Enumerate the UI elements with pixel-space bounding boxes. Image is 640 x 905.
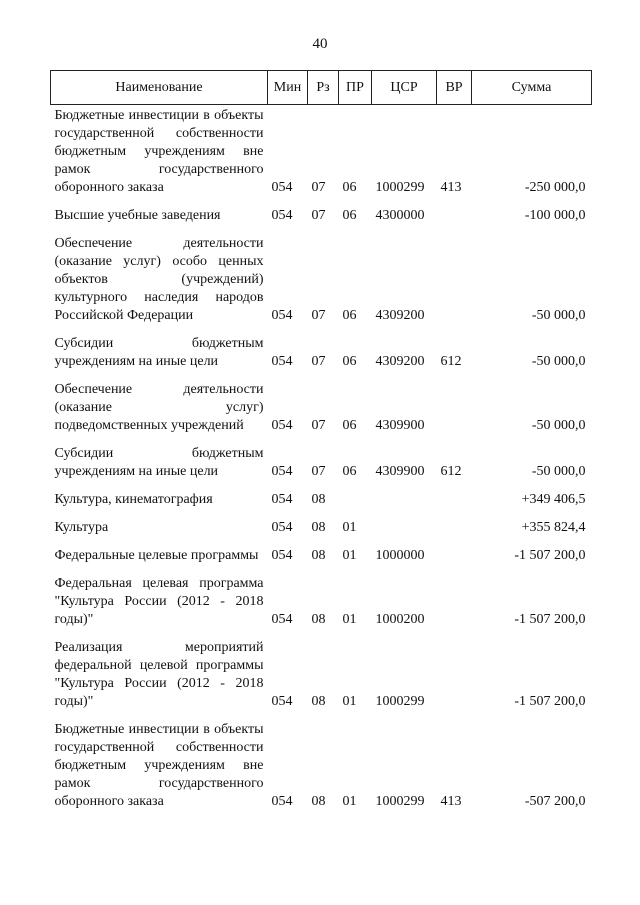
cell-rz: 08 xyxy=(311,794,326,809)
cell-name: Высшие учебные заведения xyxy=(54,208,221,223)
cell-pr: 01 xyxy=(342,694,357,709)
table-header xyxy=(51,71,592,105)
cell-pr: 06 xyxy=(342,418,357,433)
cell-name: Бюджетные инвестиции в объекты государственной собственности бюджетным учреждениям вне рамок государственного оборонного заказа xyxy=(54,108,264,195)
table-row xyxy=(51,633,592,715)
cell-min: 054 xyxy=(271,520,293,535)
cell-sum: +349 406,5 xyxy=(521,492,586,507)
header-row xyxy=(51,71,592,105)
table-row xyxy=(51,715,592,815)
cell-min: 054 xyxy=(271,794,293,809)
cell-vr: 612 xyxy=(440,354,462,369)
header-vr: ВР xyxy=(437,71,472,105)
page-number: 40 xyxy=(312,36,328,52)
cell-sum: +355 824,4 xyxy=(521,520,586,535)
cell-rz: 07 xyxy=(311,208,326,223)
cell-pr: 06 xyxy=(342,464,357,479)
cell-sum: -1 507 200,0 xyxy=(514,548,586,563)
table-row xyxy=(51,229,592,329)
cell-min: 054 xyxy=(271,308,293,323)
cell-rz: 08 xyxy=(311,492,326,507)
cell-csr: 1000299 xyxy=(375,180,425,195)
cell-sum: -50 000,0 xyxy=(531,354,586,369)
cell-vr xyxy=(437,633,472,715)
cell-pr: 06 xyxy=(342,308,357,323)
cell-rz: 08 xyxy=(311,520,326,535)
header-pr: ПР xyxy=(339,71,372,105)
cell-rz: 07 xyxy=(311,308,326,323)
table-row xyxy=(51,541,592,569)
cell-min: 054 xyxy=(271,464,293,479)
cell-csr: 4309900 xyxy=(375,464,425,479)
cell-min: 054 xyxy=(271,492,293,507)
header-sum: Сумма xyxy=(472,71,592,105)
cell-name: Субсидии бюджетным учреждениям на иные цели xyxy=(54,336,264,369)
cell-pr: 01 xyxy=(342,548,357,563)
cell-min: 054 xyxy=(271,180,293,195)
cell-vr xyxy=(437,201,472,229)
table-row xyxy=(51,375,592,439)
table-row xyxy=(51,329,592,375)
cell-pr: 01 xyxy=(342,612,357,627)
cell-vr: 612 xyxy=(440,464,462,479)
cell-vr xyxy=(437,375,472,439)
cell-pr: 01 xyxy=(342,520,357,535)
table-body xyxy=(51,105,592,816)
cell-name: Федеральные целевые программы xyxy=(54,548,259,563)
cell-sum: -250 000,0 xyxy=(524,180,586,195)
cell-name: Обеспечение деятельности (оказание услуг) подведомственных учреждений xyxy=(54,382,264,433)
cell-min: 054 xyxy=(271,548,293,563)
cell-pr: 06 xyxy=(342,354,357,369)
cell-vr xyxy=(437,485,472,513)
cell-min: 054 xyxy=(271,418,293,433)
cell-rz: 07 xyxy=(311,180,326,195)
cell-pr: 06 xyxy=(342,180,357,195)
cell-pr xyxy=(339,485,372,513)
cell-pr: 01 xyxy=(342,794,357,809)
cell-name: Культура xyxy=(54,520,109,535)
cell-name: Бюджетные инвестиции в объекты государственной собственности бюджетным учреждениям вне рамок государственного оборонного заказа xyxy=(54,722,264,809)
cell-sum: -50 000,0 xyxy=(531,418,586,433)
cell-rz: 08 xyxy=(311,612,326,627)
cell-sum: -50 000,0 xyxy=(531,308,586,323)
cell-sum: -507 200,0 xyxy=(524,794,586,809)
cell-min: 054 xyxy=(271,612,293,627)
cell-vr: 413 xyxy=(440,180,462,195)
cell-rz: 07 xyxy=(311,464,326,479)
cell-csr: 1000299 xyxy=(375,694,425,709)
cell-rz: 07 xyxy=(311,354,326,369)
cell-min: 054 xyxy=(271,354,293,369)
cell-min: 054 xyxy=(271,208,293,223)
table-row xyxy=(51,105,592,202)
cell-csr: 4309900 xyxy=(375,418,425,433)
cell-rz: 07 xyxy=(311,418,326,433)
cell-sum: -1 507 200,0 xyxy=(514,612,586,627)
cell-csr: 4309200 xyxy=(375,308,425,323)
cell-sum: -1 507 200,0 xyxy=(514,694,586,709)
cell-csr: 1000200 xyxy=(375,612,425,627)
cell-sum: -50 000,0 xyxy=(531,464,586,479)
table-row xyxy=(51,439,592,485)
table-row xyxy=(51,485,592,513)
cell-vr xyxy=(437,569,472,633)
cell-vr xyxy=(437,513,472,541)
table-row xyxy=(51,569,592,633)
header-name: Наименование xyxy=(51,71,268,105)
cell-rz: 08 xyxy=(311,694,326,709)
table-row xyxy=(51,513,592,541)
cell-csr: 4300000 xyxy=(375,208,425,223)
cell-name: Культура, кинематография xyxy=(54,492,213,507)
header-rz: Рз xyxy=(308,71,339,105)
cell-csr xyxy=(372,485,437,513)
cell-vr xyxy=(437,229,472,329)
header-csr: ЦСР xyxy=(372,71,437,105)
cell-csr: 4309200 xyxy=(375,354,425,369)
header-min: Мин xyxy=(268,71,308,105)
cell-rz: 08 xyxy=(311,548,326,563)
budget-table xyxy=(50,70,592,815)
table-row xyxy=(51,201,592,229)
cell-csr: 1000000 xyxy=(375,548,425,563)
cell-csr: 1000299 xyxy=(375,794,425,809)
cell-name: Федеральная целевая программа "Культура России (2012 - 2018 годы)" xyxy=(54,576,264,627)
cell-vr: 413 xyxy=(440,794,462,809)
cell-pr: 06 xyxy=(342,208,357,223)
cell-name: Обеспечение деятельности (оказание услуг) особо ценных объектов (учреждений) культурного наследия народов Российской Федерации xyxy=(54,236,264,323)
cell-name: Реализация мероприятий федеральной целевой программы "Культура России (2012 - 2018 годы)" xyxy=(54,640,264,709)
cell-sum: -100 000,0 xyxy=(524,208,586,223)
cell-vr xyxy=(437,541,472,569)
cell-min: 054 xyxy=(271,694,293,709)
cell-csr xyxy=(372,513,437,541)
cell-name: Субсидии бюджетным учреждениям на иные цели xyxy=(54,446,264,479)
